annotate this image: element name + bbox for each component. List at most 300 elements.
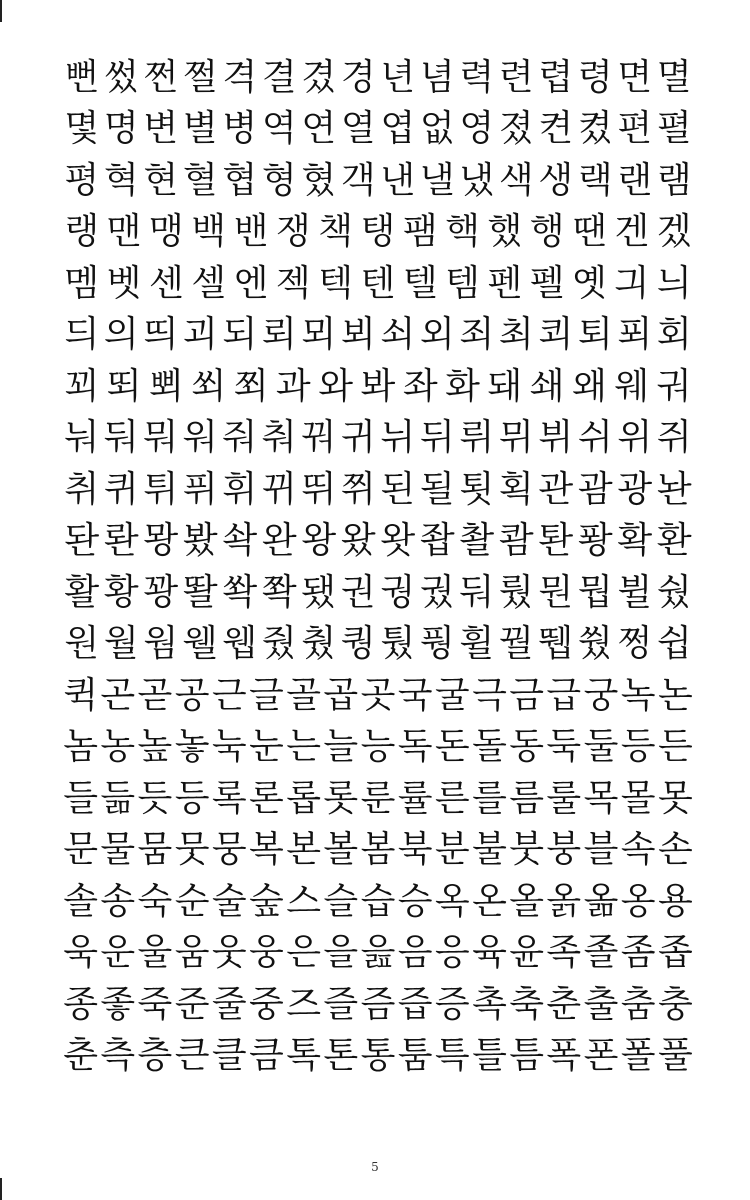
- hangul-syllable: 령: [577, 56, 613, 98]
- hangul-syllable: 옮: [583, 880, 619, 922]
- hangul-syllable: 육: [472, 932, 507, 974]
- hangul-syllable: 곳: [360, 674, 396, 716]
- hangul-syllable: 랙: [577, 159, 613, 201]
- hangul-syllable: 돼: [487, 365, 523, 407]
- hangul-syllable: 금: [509, 674, 545, 716]
- hangul-syllable: 텍: [318, 262, 354, 304]
- hangul-syllable: 쏵: [222, 571, 258, 613]
- hangul-syllable: 색: [498, 159, 534, 201]
- hangul-syllable: 뤘: [498, 571, 534, 613]
- hangul-syllable: 외: [419, 314, 455, 356]
- hangul-syllable: 곱: [323, 674, 359, 716]
- hangul-syllable: 눈: [249, 726, 284, 768]
- hangul-syllable: 팸: [402, 211, 438, 253]
- hangul-syllable: 뷔: [538, 417, 574, 459]
- hangul-syllable: 둑: [546, 726, 582, 768]
- hangul-syllable: 글: [249, 674, 284, 716]
- hangul-syllable: 는: [286, 726, 321, 768]
- crop-mark-bottom: [0, 1178, 2, 1200]
- hangul-syllable: 본: [286, 829, 321, 871]
- hangul-syllable: 롼: [103, 520, 139, 562]
- hangul-syllable: 뙤: [106, 365, 142, 407]
- hangul-syllable: 냈: [459, 159, 495, 201]
- hangul-syllable: 년: [380, 56, 416, 98]
- hangul-syllable: 와: [318, 365, 354, 407]
- hangul-syllable: 복: [249, 829, 284, 871]
- hangul-syllable: 틀: [472, 1035, 507, 1077]
- hangul-syllable: 완: [261, 520, 297, 562]
- hangul-syllable: 쐬: [191, 365, 227, 407]
- hangul-syllable: 썼: [103, 56, 139, 98]
- hangul-syllable: 백: [191, 211, 227, 253]
- hangul-syllable: 굴: [434, 674, 470, 716]
- hangul-syllable: 광: [617, 468, 653, 510]
- hangul-syllable: 죽: [137, 983, 173, 1025]
- hangul-syllable: 획: [498, 468, 534, 510]
- hangul-syllable: 뮈: [498, 417, 534, 459]
- hangul-syllable: 했: [487, 211, 523, 253]
- hangul-syllable: 꿔: [301, 417, 337, 459]
- hangul-syllable: 멸: [656, 56, 692, 98]
- hangul-syllable: 뫙: [143, 520, 179, 562]
- glyph-row: [62, 567, 694, 619]
- hangul-syllable: 뭡: [577, 571, 613, 613]
- hangul-syllable: 템: [445, 262, 480, 304]
- hangul-syllable: 옛: [572, 262, 607, 304]
- hangul-syllable: 황: [103, 571, 139, 613]
- hangul-syllable: 휘: [222, 468, 258, 510]
- hangul-syllable: 스: [286, 880, 321, 922]
- hangul-syllable: 뒤: [419, 417, 455, 459]
- hangul-syllable: 쟁: [275, 211, 311, 253]
- hangul-syllable: 겼: [301, 56, 337, 98]
- hangul-syllable: 음: [397, 932, 433, 974]
- hangul-syllable: 붓: [509, 829, 545, 871]
- hangul-syllable: 쫙: [261, 571, 297, 613]
- hangul-syllable: 촉: [472, 983, 507, 1025]
- hangul-syllable: 측: [100, 1035, 136, 1077]
- hangul-syllable: 뭔: [538, 571, 574, 613]
- hangul-syllable: 편: [617, 108, 653, 150]
- hangul-syllable: 평: [64, 159, 100, 201]
- hangul-syllable: 귀: [340, 417, 376, 459]
- hangul-syllable: 풀: [657, 1035, 693, 1077]
- glyph-row: [62, 310, 694, 362]
- hangul-syllable: 괴: [182, 314, 218, 356]
- hangul-syllable: 술: [211, 880, 247, 922]
- hangul-syllable: 퀴: [103, 468, 139, 510]
- hangul-syllable: 즙: [397, 983, 433, 1025]
- hangul-syllable: 웃: [211, 932, 247, 974]
- hangul-syllable: 롯: [323, 777, 359, 819]
- hangul-syllable: 엽: [380, 108, 416, 150]
- hangul-syllable: 력: [459, 56, 495, 98]
- hangul-syllable: 궈: [656, 365, 692, 407]
- hangul-syllable: 쩐: [143, 56, 179, 98]
- hangul-syllable: 뭄: [137, 829, 173, 871]
- hangul-syllable: 긔: [614, 262, 650, 304]
- hangul-syllable: 둬: [103, 417, 139, 459]
- hangul-syllable: 뛥: [538, 623, 574, 665]
- hangul-syllable: 놘: [656, 468, 692, 510]
- hangul-syllable: 폭: [546, 1035, 582, 1077]
- hangul-syllable: 쬐: [233, 365, 269, 407]
- hangul-syllable: 둘: [583, 726, 619, 768]
- glyph-row: [62, 722, 694, 774]
- hangul-syllable: 쒔: [577, 623, 613, 665]
- hangul-syllable: 낸: [380, 159, 416, 201]
- hangul-syllable: 늘: [323, 726, 359, 768]
- hangul-syllable: 름: [509, 777, 545, 819]
- hangul-syllable: 춘: [546, 983, 582, 1025]
- hangul-syllable: 통: [360, 1035, 396, 1077]
- hangul-syllable: 목: [583, 777, 619, 819]
- hangul-syllable: 좋: [100, 983, 136, 1025]
- hangul-syllable: 연: [301, 108, 337, 150]
- hangul-syllable: 좌: [402, 365, 438, 407]
- hangul-syllable: 객: [340, 159, 376, 201]
- hangul-syllable: 땐: [572, 211, 607, 253]
- hangul-syllable: 펜: [487, 262, 523, 304]
- hangul-syllable: 뤼: [459, 417, 495, 459]
- hangul-syllable: 층: [137, 1035, 173, 1077]
- hangul-syllable: 결: [261, 56, 297, 98]
- hangul-syllable: 록: [211, 777, 247, 819]
- hangul-syllable: 젝: [275, 262, 311, 304]
- hangul-syllable: 랭: [64, 211, 100, 253]
- hangul-syllable: 퇀: [538, 520, 574, 562]
- hangul-syllable: 독: [397, 726, 433, 768]
- hangul-syllable: 병: [222, 108, 258, 150]
- hangul-syllable: 탱: [360, 211, 396, 253]
- hangul-syllable: 중: [249, 983, 284, 1025]
- glyph-row: [62, 979, 694, 1031]
- hangul-syllable: 큰: [174, 1035, 210, 1077]
- hangul-syllable: 툼: [397, 1035, 433, 1077]
- hangul-syllable: 튀: [143, 468, 179, 510]
- hangul-syllable: 즈: [286, 983, 321, 1025]
- hangul-syllable: 펠: [529, 262, 565, 304]
- hangul-syllable: 웜: [143, 623, 179, 665]
- hangul-syllable: 혁: [103, 159, 139, 201]
- hangul-syllable: 셀: [191, 262, 227, 304]
- hangul-syllable: 멤: [64, 262, 100, 304]
- hangul-syllable: 뉘: [380, 417, 416, 459]
- hangul-syllable: 뾔: [148, 365, 184, 407]
- hangul-syllable: 없: [419, 108, 455, 150]
- hangul-syllable: 올: [509, 880, 545, 922]
- hangul-syllable: 켠: [538, 108, 574, 150]
- hangul-syllable: 속: [620, 829, 656, 871]
- hangul-syllable: 쉽: [656, 623, 692, 665]
- hangul-syllable: 듯: [137, 777, 173, 819]
- hangul-syllable: 졌: [498, 108, 534, 150]
- hangul-syllable: 족: [546, 932, 582, 974]
- hangul-syllable: 혈: [182, 159, 218, 201]
- hangul-syllable: 퓌: [182, 468, 218, 510]
- hangul-syllable: 낼: [419, 159, 455, 201]
- hangul-syllable: 숙: [137, 880, 173, 922]
- hangul-syllable: 폴: [620, 1035, 656, 1077]
- hangul-syllable: 화: [445, 365, 480, 407]
- glyph-row: [62, 516, 694, 568]
- hangul-syllable: 쾀: [498, 520, 534, 562]
- hangul-syllable: 현: [143, 159, 179, 201]
- page-number: 5: [371, 1160, 379, 1174]
- hangul-syllable: 룬: [360, 777, 396, 819]
- hangul-syllable: 을: [323, 932, 359, 974]
- hangul-syllable: 공: [174, 674, 210, 716]
- hangul-syllable: 센: [148, 262, 184, 304]
- hangul-syllable: 든: [657, 726, 693, 768]
- hangul-syllable: 궝: [380, 571, 416, 613]
- glyph-row: [62, 52, 694, 104]
- hangul-syllable: 펼: [656, 108, 692, 150]
- hangul-syllable: 뀌: [261, 468, 297, 510]
- hangul-syllable: 램: [656, 159, 692, 201]
- hangul-syllable: 뭉: [211, 829, 247, 871]
- hangul-syllable: 룰: [546, 777, 582, 819]
- hangul-syllable: 놈: [63, 726, 98, 768]
- hangul-syllable: 맹: [148, 211, 184, 253]
- hangul-syllable: 확: [617, 520, 653, 562]
- hangul-syllable: 준: [174, 983, 210, 1025]
- hangul-syllable: 봤: [182, 520, 218, 562]
- hangul-syllable: 똴: [182, 571, 218, 613]
- hangul-syllable: 혔: [301, 159, 337, 201]
- hangul-syllable: 롭: [286, 777, 321, 819]
- hangul-syllable: 능: [360, 726, 396, 768]
- hangul-syllable: 면: [617, 56, 653, 98]
- glyph-row: [62, 1031, 694, 1083]
- hangul-syllable: 증: [434, 983, 470, 1025]
- hangul-syllable: 쉈: [656, 571, 692, 613]
- hangul-syllable: 별: [182, 108, 218, 150]
- hangul-syllable: 련: [498, 56, 534, 98]
- hangul-syllable: 쇠: [380, 314, 416, 356]
- hangul-syllable: 퀑: [340, 623, 376, 665]
- hangul-syllable: 를: [472, 777, 507, 819]
- glyph-row: [62, 825, 694, 877]
- glyph-row: [62, 258, 694, 310]
- hangul-syllable: 옥: [434, 880, 470, 922]
- glyph-row: [62, 773, 694, 825]
- hangul-syllable: 순: [174, 880, 210, 922]
- glyph-row: [62, 104, 694, 156]
- hangul-syllable: 높: [137, 726, 173, 768]
- hangul-syllable: 왔: [340, 520, 376, 562]
- hangul-syllable: 웹: [222, 623, 258, 665]
- hangul-syllable: 뭐: [143, 417, 179, 459]
- hangul-syllable: 윤: [509, 932, 545, 974]
- hangul-syllable: 슬: [323, 880, 359, 922]
- glyph-row: [62, 413, 694, 465]
- hangul-syllable: 동: [509, 726, 545, 768]
- hangul-syllable: 쥐: [656, 417, 692, 459]
- hangul-syllable: 퇴: [577, 314, 613, 356]
- hangul-syllable: 등: [174, 777, 210, 819]
- hangul-syllable: 행: [529, 211, 565, 253]
- hangul-syllable: 응: [434, 932, 470, 974]
- hangul-syllable: 생: [538, 159, 574, 201]
- hangul-syllable: 줄: [211, 983, 247, 1025]
- hangul-syllable: 웨: [614, 365, 650, 407]
- hangul-syllable: 웰: [182, 623, 218, 665]
- hangul-syllable: 책: [318, 211, 354, 253]
- hangul-syllable: 논: [657, 674, 693, 716]
- hangul-syllable: 돈: [434, 726, 470, 768]
- hangul-syllable: 솔: [63, 880, 98, 922]
- hangul-syllable: 왜: [572, 365, 607, 407]
- glyph-row: [62, 361, 694, 413]
- hangul-syllable: 왕: [301, 520, 337, 562]
- hangul-syllable: 솩: [222, 520, 258, 562]
- hangul-syllable: 돤: [64, 520, 100, 562]
- hangul-syllable: 변: [143, 108, 179, 150]
- hangul-syllable: 활: [64, 571, 100, 613]
- hangul-syllable: 근: [211, 674, 247, 716]
- hangul-syllable: 뫼: [301, 314, 337, 356]
- hangul-syllable: 휠: [459, 623, 495, 665]
- hangul-syllable: 협: [222, 159, 258, 201]
- hangul-syllable: 극: [472, 674, 507, 716]
- hangul-syllable: 즘: [360, 983, 396, 1025]
- hangul-syllable: 특: [434, 1035, 470, 1077]
- hangul-syllable: 겠: [656, 211, 692, 253]
- hangul-syllable: 뭇: [174, 829, 210, 871]
- glyph-row: [62, 876, 694, 928]
- hangul-syllable: 분: [434, 829, 470, 871]
- hangul-syllable: 문: [63, 829, 98, 871]
- hangul-syllable: 곧: [137, 674, 173, 716]
- hangul-syllable: 급: [546, 674, 582, 716]
- hangul-syllable: 폰: [583, 1035, 619, 1077]
- hangul-syllable: 죄: [459, 314, 495, 356]
- hangul-syllable: 춤: [620, 983, 656, 1025]
- hangul-syllable: 승: [397, 880, 433, 922]
- hangul-syllable: 밴: [233, 211, 269, 253]
- hangul-syllable: 뛰: [301, 468, 337, 510]
- hangul-syllable: 역: [261, 108, 297, 150]
- hangul-syllable: 뵈: [340, 314, 376, 356]
- hangul-syllable: 궜: [419, 571, 455, 613]
- hangul-syllable: 용: [657, 880, 693, 922]
- hangul-syllable: 톤: [323, 1035, 359, 1077]
- hangul-syllable: 퉜: [380, 623, 416, 665]
- hangul-syllable: 쾨: [538, 314, 574, 356]
- hangul-syllable: 켰: [577, 108, 613, 150]
- hangul-syllable: 움: [174, 932, 210, 974]
- hangul-syllable: 렵: [538, 56, 574, 98]
- hangul-syllable: 듦: [100, 777, 136, 819]
- hangul-syllable: 될: [419, 468, 455, 510]
- hangul-syllable: 률: [397, 777, 433, 819]
- hangul-syllable: 봄: [360, 829, 396, 871]
- hangul-syllable: 듸: [64, 314, 100, 356]
- hangul-syllable: 운: [100, 932, 136, 974]
- hangul-syllable: 출: [583, 983, 619, 1025]
- hangul-syllable: 온: [472, 880, 507, 922]
- hangul-syllable: 국: [397, 674, 433, 716]
- hangul-syllable: 골: [286, 674, 321, 716]
- hangul-syllable: 웅: [249, 932, 284, 974]
- hangul-syllable: 풩: [419, 623, 455, 665]
- hangul-syllable: 몰: [620, 777, 656, 819]
- glyph-row: [62, 619, 694, 671]
- hangul-syllable: 워: [182, 417, 218, 459]
- hangul-syllable: 큼: [249, 1035, 284, 1077]
- hangul-syllable: 축: [509, 983, 545, 1025]
- hangul-syllable: 북: [397, 829, 433, 871]
- hangul-syllable: 블: [583, 829, 619, 871]
- hangul-syllable: 옭: [546, 880, 582, 922]
- hangul-syllable: 론: [249, 777, 284, 819]
- hangul-syllable: 툇: [459, 468, 495, 510]
- hangul-syllable: 송: [100, 880, 136, 922]
- glyph-row: [62, 928, 694, 980]
- hangul-syllable: 텔: [402, 262, 438, 304]
- hangul-syllable: 뢰: [261, 314, 297, 356]
- hangul-syllable: 놓: [174, 726, 210, 768]
- hangul-syllable: 줘: [222, 417, 258, 459]
- hangul-syllable: 의: [103, 314, 139, 356]
- hangul-syllable: 좁: [657, 932, 693, 974]
- hangul-syllable: 퐝: [577, 520, 613, 562]
- hangul-syllable: 된: [380, 468, 416, 510]
- hangul-syllable: 쇄: [529, 365, 565, 407]
- hangul-syllable: 둬: [459, 571, 495, 613]
- glyph-row: [62, 464, 694, 516]
- hangul-syllable: 뷜: [617, 571, 653, 613]
- hangul-syllable: 왓: [380, 520, 416, 562]
- hangul-syllable: 손: [657, 829, 693, 871]
- hangul-syllable: 엔: [233, 262, 269, 304]
- hangul-syllable: 불: [472, 829, 507, 871]
- hangul-syllable: 돌: [472, 726, 507, 768]
- hangul-syllable: 촬: [459, 520, 495, 562]
- hangul-syllable: 습: [360, 880, 396, 922]
- hangul-syllable: 되: [222, 314, 258, 356]
- hangul-syllable: 푀: [617, 314, 653, 356]
- hangul-syllable: 명: [103, 108, 139, 150]
- hangul-syllable: 농: [100, 726, 136, 768]
- hangul-syllable: 클: [211, 1035, 247, 1077]
- hangul-syllable: 됐: [301, 571, 337, 613]
- hangul-syllable: 취: [64, 468, 100, 510]
- hangul-syllable: 톡: [286, 1035, 321, 1077]
- hangul-syllable: 핵: [445, 211, 480, 253]
- hangul-syllable: 환: [656, 520, 692, 562]
- hangul-syllable: 권: [340, 571, 376, 613]
- hangul-syllable: 겐: [614, 211, 650, 253]
- hangul-syllable: 곤: [100, 674, 136, 716]
- hangul-syllable: 격: [222, 56, 258, 98]
- hangul-syllable: 퀵: [63, 674, 98, 716]
- hangul-syllable: 열: [340, 108, 376, 150]
- hangul-syllable: 못: [657, 777, 693, 819]
- hangul-syllable: 궁: [583, 674, 619, 716]
- hangul-syllable: 붕: [546, 829, 582, 871]
- hangul-syllable: 욱: [63, 932, 98, 974]
- hangul-syllable: 몇: [64, 108, 100, 150]
- hangul-syllable: 형: [261, 159, 297, 201]
- crop-mark-top: [0, 0, 2, 22]
- hangul-syllable: 관: [538, 468, 574, 510]
- hangul-syllable: 꾀: [64, 365, 100, 407]
- hangul-syllable: 위: [617, 417, 653, 459]
- glyph-row: [62, 155, 694, 207]
- hangul-syllable: 쩔: [182, 56, 218, 98]
